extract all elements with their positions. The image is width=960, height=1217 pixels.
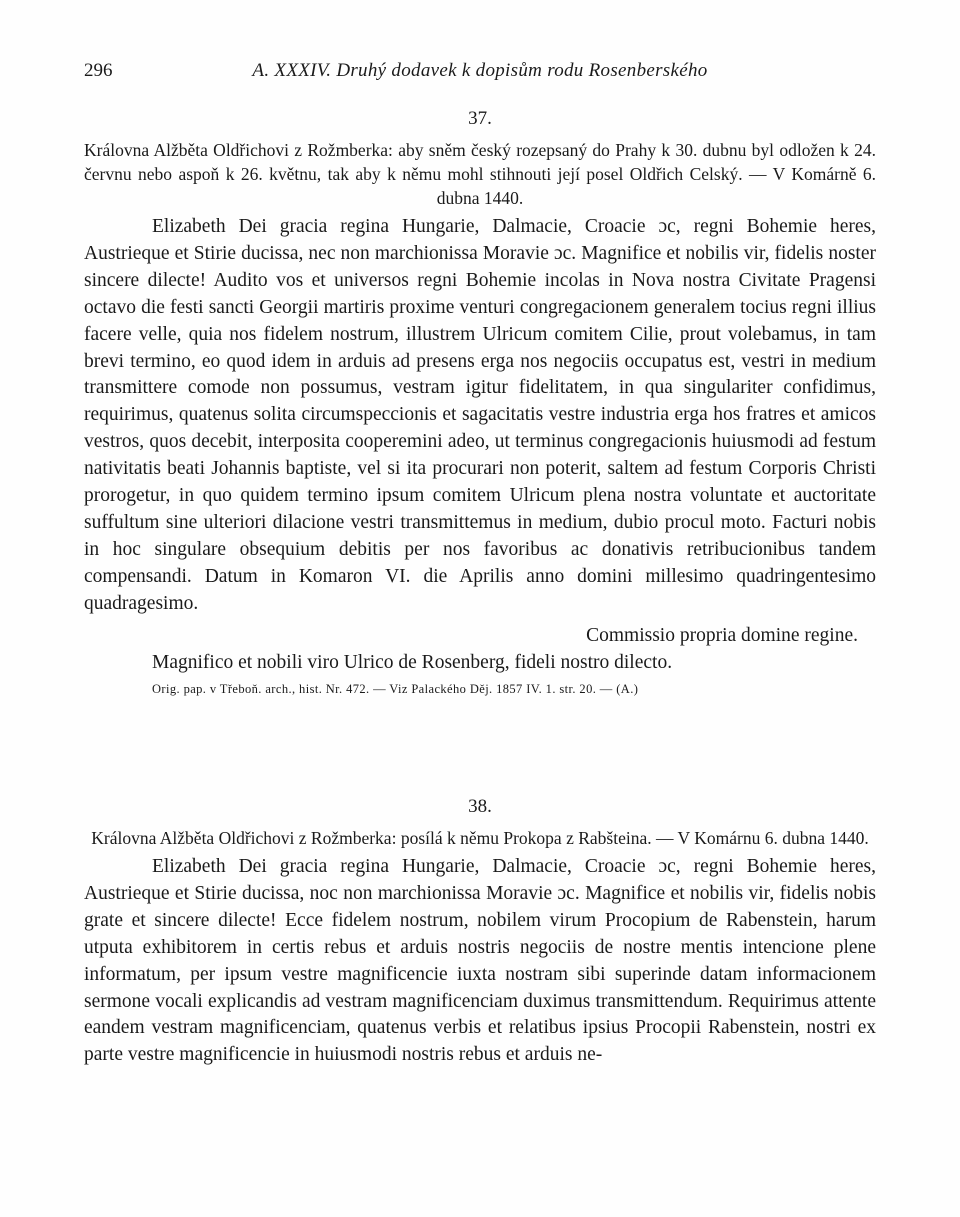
running-title: A. XXXIV. Druhý dodavek k dopisům rodu Rosenberského bbox=[252, 60, 708, 81]
letter-regest: Královna Alžběta Oldřichovi z Rožmberka: aby sněm český rozepsaný do Prahy k 30. dubnu byl odložen k 24. červnu nebo aspoň k 26. květnu, tak aby k němu mohl stihnouti její posel Oldřich Celský. — V Komárně 6. dubna 1440. bbox=[84, 140, 876, 208]
source-note: Orig. pap. v Třeboň. arch., hist. Nr. 472. — Viz Palackého Děj. 1857 IV. 1. str. 20. — (A.) bbox=[152, 681, 639, 696]
page-number: 296 bbox=[84, 60, 113, 81]
page-header bbox=[84, 60, 876, 90]
letter-body: Elizabeth Dei gracia regina Hungarie, Dalmacie, Croacie ɔc, regni Bohemie heres, Austrieque et Stirie ducissa, noc non marchionissa Moravie ɔc. Magnifice et nobilis vir, fidelis nobis grate et sincere dilecte! Ecce fidelem nostrum, nobilem virum Procopium de Rabenstein, harum utputa exhibitorem in certis rebus et arduis nostris negociis de nostre mentis intencione plene informatum, per ipsum vestre magnificencie iuxta nostram sibi superinde datam informacionem sermone vocali explicandis ad vestram magnificenciam duximus transmittendum. Requirimus attente eandem vestram magnificenciam, quatenus verbis et relatibus ipsius Procopii Rabenstein, nostri ex parte vestre magnificencie in huiusmodi nostris rebus et arduis ne- bbox=[84, 856, 876, 1066]
letter-number: 38. bbox=[468, 796, 492, 817]
letter-address: Magnifico et nobili viro Ulrico de Rosenberg, fideli nostro dilecto. bbox=[152, 651, 673, 673]
letter-signature: Commissio propria domine regine. bbox=[586, 624, 858, 646]
letter-37 bbox=[84, 108, 876, 700]
letter-number: 37. bbox=[468, 108, 492, 129]
letter-body: Elizabeth Dei gracia regina Hungarie, Dalmacie, Croacie ɔc, regni Bohemie heres, Austrieque et Stirie ducissa, nec non marchionissa Moravie ɔc. Magnifice et nobilis vir, fidelis noster sincere dilecte! Audito vos et universos regni Bohemie incolas in Nova nostra Civitate Pragensi octavo die festi sancti Georgii martiris proxime venturi congregacionem generalem tocius regni illius facere velle, quia nos fidelem nostrum, illustrem Ulricum comitem Cilie, prout volebamus, in tam brevi termino, eo quod idem in arduis ad presens erga nos negociis occupatus est, vestri in medium transmittere comode non possumus, vestram igitur fidelitatem, in qua singulariter confidimus, requirimus, quatenus solita circumspeccionis et sagacitatis vestre industria erga hos fratres et amicos vestros, quos decebit, interposita cooperemini adeo, ut terminus congregacionis huiusmodi ad festum nativitatis beati Johannis baptiste, vel si ita procurari non poterit, saltem ad festum Corporis Christi prorogetur, in quo quidem termino ipsum comitem Ulricum plena nostra voluntate et auctoritate suffultum sine ulteriori dilacione vestri transmittemus in medium, dubio procul moto. Facturi nobis in hoc singulare obsequium debitis per nos favoribus ac donativis retribucionibus tandem compensandi. Datum in Komaron VI. die Aprilis anno domini millesimo quadringentesimo quadragesimo. bbox=[84, 216, 876, 614]
letter-regest: Královna Alžběta Oldřichovi z Rožmberka: posílá k němu Prokopa z Rabšteina. — V Komárnu 6. dubna 1440. bbox=[91, 828, 869, 848]
letter-38 bbox=[84, 796, 876, 1069]
